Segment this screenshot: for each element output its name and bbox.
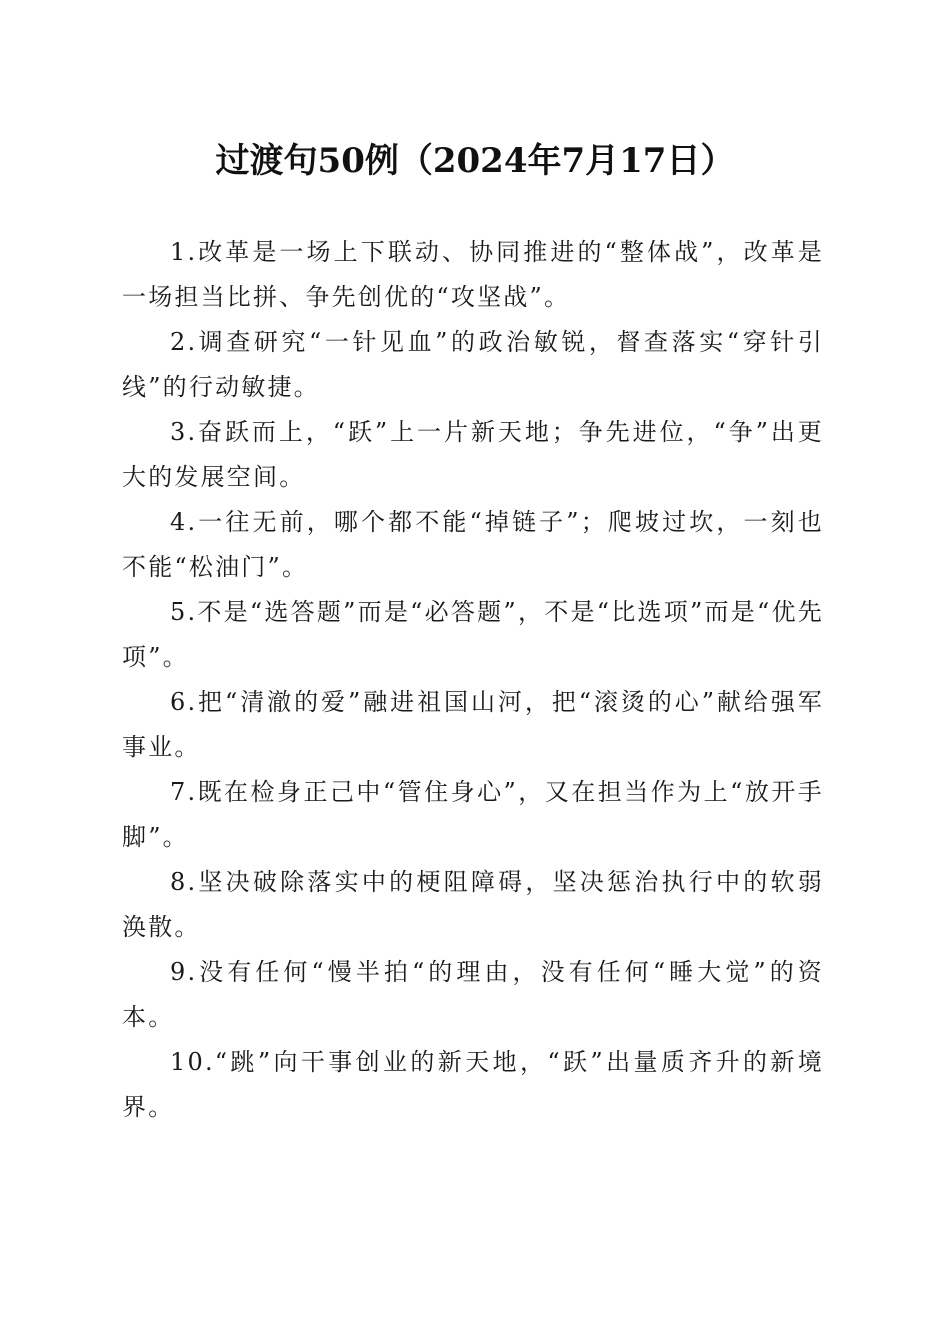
paragraph-8: 8.坚决破除落实中的梗阻障碍，坚决惩治执行中的软弱涣散。 [122, 868, 824, 941]
paragraph-9: 9.没有任何“慢半拍“的理由，没有任何“睡大觉”的资本。 [122, 958, 824, 1031]
paragraph-6: 6.把“清澈的爱”融进祖国山河，把“滚烫的心”献给强军事业。 [122, 688, 824, 761]
paragraph-10: 10.“跳”向干事创业的新天地，“跃”出量质齐升的新境界。 [122, 1048, 824, 1121]
paragraph-3: 3.奋跃而上，“跃”上一片新天地；争先进位，“争”出更大的发展空间。 [122, 418, 824, 491]
paragraph-4: 4.一往无前，哪个都不能“掉链子”；爬坡过坎，一刻也不能“松油门”。 [122, 508, 824, 581]
document-title: 过渡句50例（2024年7月17日） [215, 141, 735, 181]
document-body [122, 230, 824, 1130]
paragraph-5: 5.不是“选答题”而是“必答题”，不是“比选项”而是“优先项”。 [122, 598, 824, 671]
paragraph-7: 7.既在检身正己中“管住身心”，又在担当作为上“放开手脚”。 [122, 778, 824, 851]
paragraph-2: 2.调查研究“一针见血”的政治敏锐，督查落实“穿针引线”的行动敏捷。 [122, 328, 824, 401]
paragraph-1: 1.改革是一场上下联动、协同推进的“整体战”，改革是一场担当比拼、争先创优的“攻坚战”。 [122, 238, 824, 311]
